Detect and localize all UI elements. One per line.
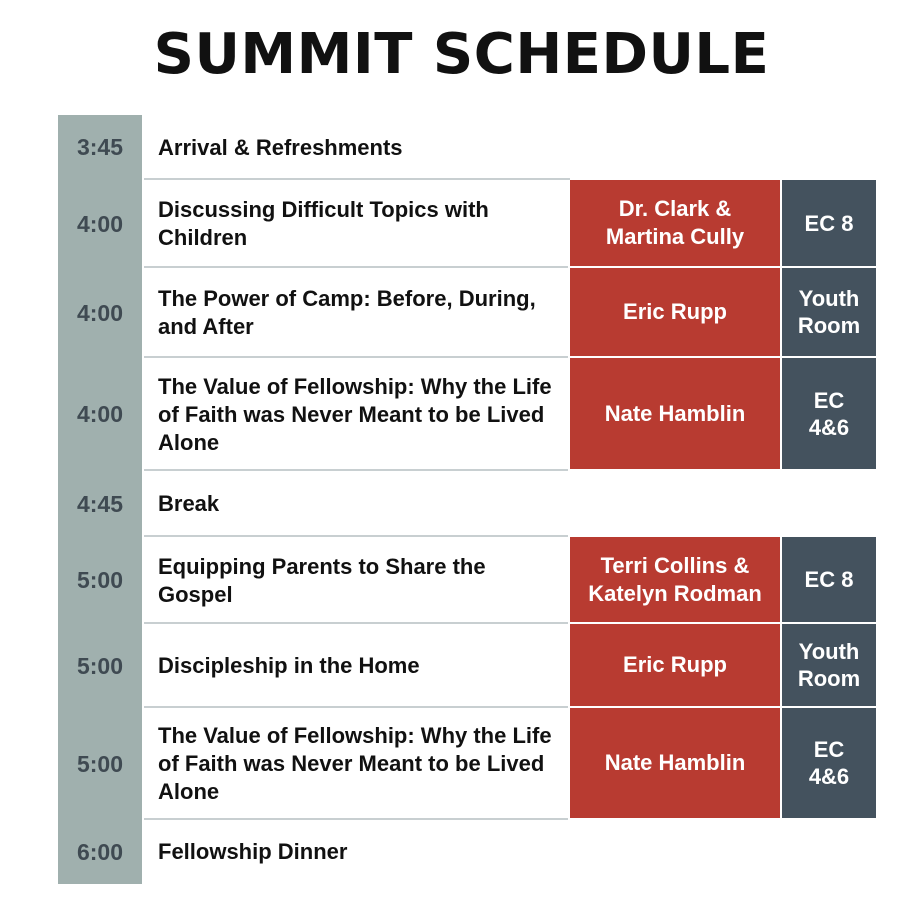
- schedule-row: [0, 708, 923, 820]
- session-topic: Break: [158, 491, 220, 516]
- schedule-row: [0, 820, 923, 884]
- session-time: 6:00: [58, 820, 142, 884]
- room-cell: [782, 358, 876, 469]
- session-time: 5:00: [58, 537, 142, 624]
- room-name: Youth Room: [797, 286, 861, 338]
- session-time: 4:45: [58, 471, 142, 537]
- session-topic: The Power of Camp: Before, During, and After: [158, 286, 536, 339]
- speaker-name: Eric Rupp: [623, 652, 727, 677]
- speaker-name: Terri Collins & Katelyn Rodman: [588, 552, 762, 606]
- room-name: Youth Room: [797, 639, 861, 691]
- schedule-row: [0, 358, 923, 471]
- page-title: SUMMIT SCHEDULE: [153, 22, 770, 87]
- room-cell: [782, 180, 876, 266]
- schedule-row: [0, 471, 923, 537]
- session-topic: Discipleship in the Home: [158, 653, 420, 678]
- schedule-row: [0, 268, 923, 358]
- speaker-cell: [570, 537, 780, 622]
- speaker-cell: [570, 180, 780, 266]
- session-topic: Discussing Difficult Topics with Children: [158, 197, 489, 250]
- schedule-row: [0, 624, 923, 708]
- session-topic: Fellowship Dinner: [158, 839, 348, 864]
- room-name: EC 4&6: [808, 737, 850, 789]
- session-time: 3:45: [58, 115, 142, 180]
- room-name: EC 8: [804, 210, 854, 236]
- speaker-name: Nate Hamblin: [604, 400, 746, 426]
- session-topic: Arrival & Refreshments: [158, 134, 403, 160]
- room-cell: [782, 537, 876, 622]
- room-cell: [782, 268, 876, 356]
- session-time: 4:00: [58, 358, 142, 471]
- speaker-cell: [570, 708, 780, 818]
- session-time: 5:00: [58, 708, 142, 820]
- room-cell: [782, 708, 876, 818]
- schedule-row: [0, 180, 923, 268]
- room-name: EC 8: [804, 567, 854, 592]
- speaker-cell: [570, 268, 780, 356]
- speaker-name: Nate Hamblin: [604, 750, 746, 775]
- speaker-name: Dr. Clark & Martina Cully: [605, 196, 745, 249]
- speaker-cell: [570, 624, 780, 706]
- session-topic: The Value of Fellowship: Why the Life of Faith was Never Meant to be Lived Alone: [158, 723, 552, 804]
- session-time: 4:00: [58, 268, 142, 358]
- schedule-row: [0, 537, 923, 624]
- speaker-name: Eric Rupp: [623, 299, 727, 324]
- schedule-row: [0, 115, 923, 180]
- room-cell: [782, 624, 876, 706]
- session-time: 4:00: [58, 180, 142, 268]
- room-name: EC 4&6: [808, 387, 850, 440]
- session-time: 5:00: [58, 624, 142, 708]
- session-topic: The Value of Fellowship: Why the Life of Faith was Never Meant to be Lived Alone: [158, 373, 552, 455]
- session-topic: Equipping Parents to Share the Gospel: [158, 553, 486, 607]
- speaker-cell: [570, 358, 780, 469]
